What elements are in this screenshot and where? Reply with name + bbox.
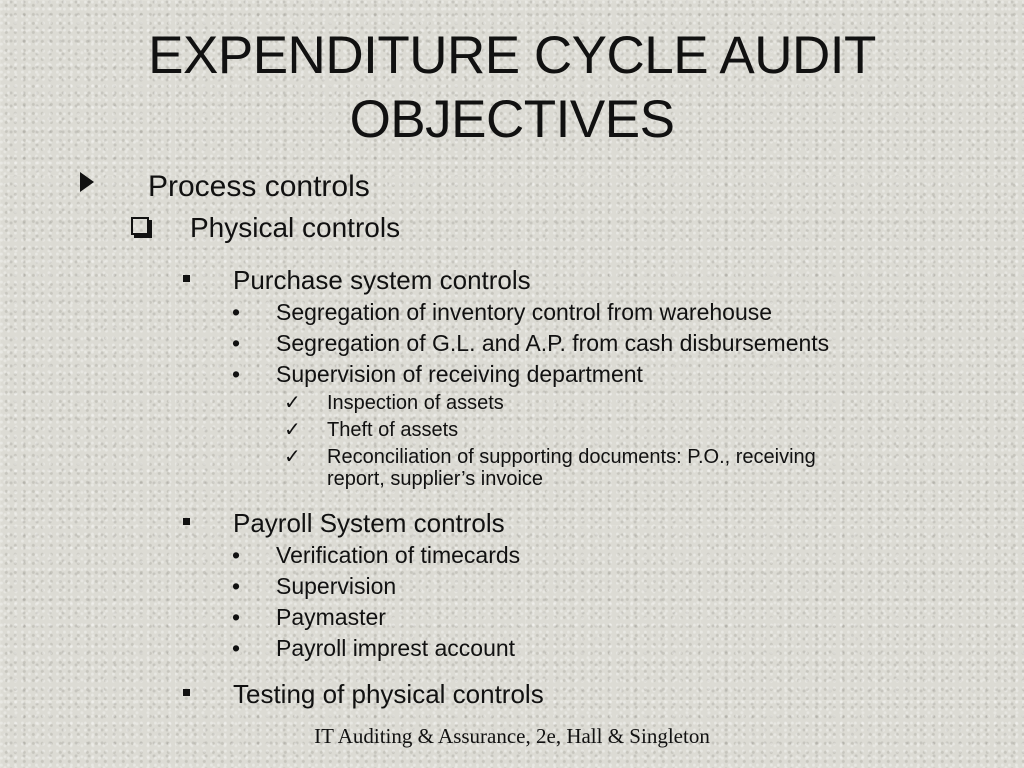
section-heading-testing [183, 679, 544, 710]
section-heading-label: Testing of physical controls [233, 679, 544, 709]
bullet-icon: • [232, 635, 241, 661]
list-item [232, 604, 386, 631]
checklist-item [284, 392, 504, 414]
list-item-label: Paymaster [276, 604, 386, 630]
list-item [232, 635, 515, 662]
list-item [232, 573, 396, 600]
section-heading-label: Purchase system controls [233, 265, 531, 295]
checklist-item-label: Reconciliation of supporting documents: P.O., receiving [327, 446, 816, 468]
checklist-item-label: Theft of assets [327, 419, 459, 441]
checkmark-icon: ✓ [284, 392, 301, 414]
slide-title: EXPENDITURE CYCLE AUDIT OBJECTIVES [148, 26, 876, 149]
section-heading-payroll [183, 508, 505, 539]
checklist-item-label: Inspection of assets [327, 392, 504, 414]
checklist-item [284, 419, 458, 441]
square-bullet-icon [183, 508, 233, 539]
list-item [232, 361, 643, 388]
section-heading-purchase [183, 265, 531, 296]
bullet-icon: • [232, 361, 241, 387]
checkmark-icon: ✓ [284, 419, 301, 441]
list-item [232, 542, 520, 569]
bullet-icon: • [232, 330, 241, 356]
square-bullet-icon [183, 679, 233, 710]
list-item-label: Physical controls [190, 212, 401, 243]
checklist-item [284, 446, 816, 468]
list-item [232, 299, 772, 326]
bullet-icon: • [232, 542, 241, 568]
bullet-icon: • [232, 299, 241, 325]
checklist-item-continuation [327, 468, 543, 490]
checkbox-square-icon [131, 212, 190, 244]
section-heading-label: Payroll System controls [233, 508, 505, 538]
bullet-icon: • [232, 604, 241, 630]
list-item [232, 330, 829, 357]
list-item-label: Segregation of inventory control from warehouse [276, 299, 773, 325]
list-item-label: Process controls [148, 170, 370, 203]
list-item-label: Supervision of receiving department [276, 361, 643, 387]
square-bullet-icon [183, 265, 233, 296]
list-item-label: Payroll imprest account [276, 635, 516, 661]
bullet-icon: • [232, 573, 241, 599]
list-item-physical-controls [131, 212, 400, 244]
list-item-label: Segregation of G.L. and A.P. from cash disbursements [276, 330, 830, 356]
list-item-label: Supervision [276, 573, 397, 599]
list-item-process-controls [80, 170, 370, 204]
checklist-item-label: report, supplier’s invoice [327, 468, 544, 490]
slide-footer: IT Auditing & Assurance, 2e, Hall & Singleton [314, 724, 710, 748]
checkmark-icon: ✓ [284, 446, 301, 468]
arrow-bullet-icon [80, 170, 148, 204]
list-item-label: Verification of timecards [276, 542, 521, 568]
